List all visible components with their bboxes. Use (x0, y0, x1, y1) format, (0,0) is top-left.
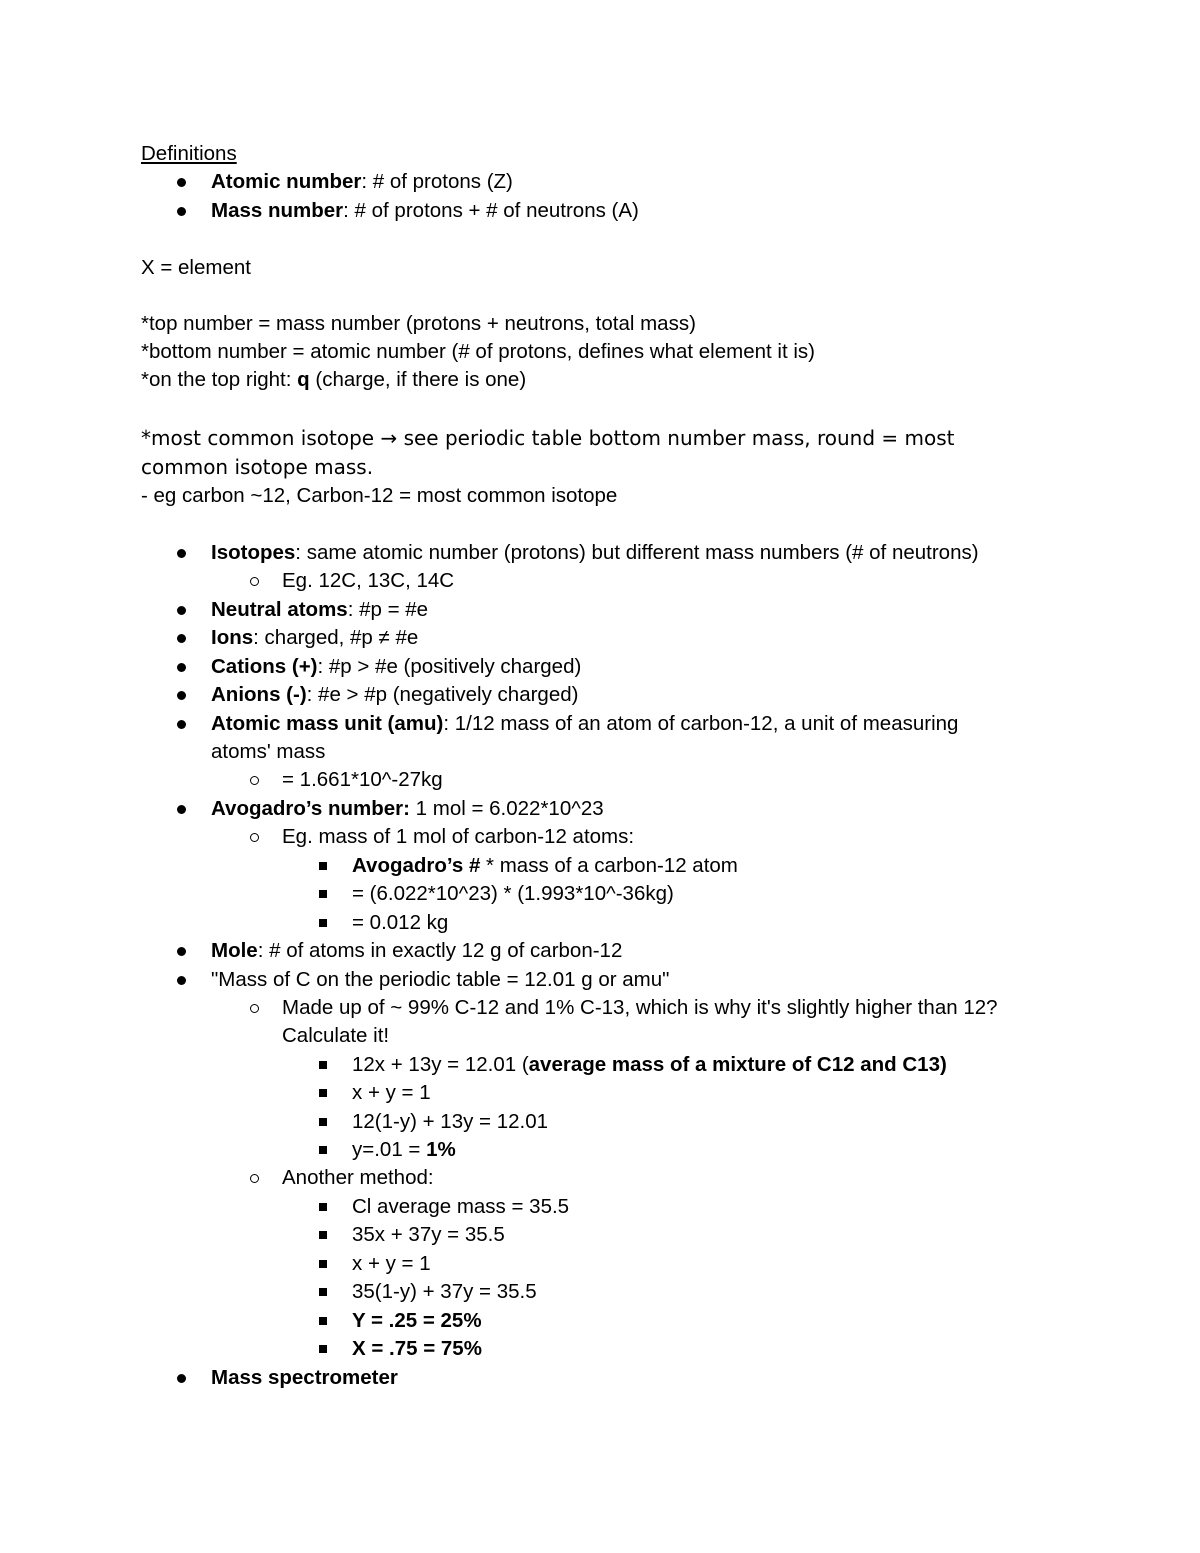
sub-bullet-icon (250, 1004, 259, 1013)
definition-text: : 1/12 mass of an atom of carbon-12, a unit of measuring (443, 712, 959, 735)
square-bullet-icon (319, 862, 327, 870)
bullet-icon (177, 947, 186, 956)
amu-item-continued: atoms' mass (211, 740, 326, 763)
definition-mass-number (211, 197, 639, 225)
ions-item (211, 624, 418, 652)
avogadro-calc-1 (352, 852, 738, 880)
bullet-icon (177, 976, 186, 985)
calc-cl-3: x + y = 1 (352, 1252, 431, 1275)
square-bullet-icon (319, 890, 327, 898)
bullet-icon (177, 606, 186, 615)
definition-text: : #p = #e (347, 598, 429, 621)
avogadro-calc-2: = (6.022*10^23) * (1.993*10^-36kg) (352, 882, 674, 905)
bullet-icon (177, 691, 186, 700)
definition-text: : charged, #p ≠ #e (253, 626, 419, 649)
isotope-note-line-1: *most common isotope → see periodic table bottom number mass, round = most (141, 426, 955, 450)
term: Anions (-) (211, 683, 307, 706)
definition-atomic-number (211, 168, 513, 196)
square-bullet-icon (319, 1146, 327, 1154)
made-up-line-1: Made up of ~ 99% C-12 and 1% C-13, which is why it's slightly higher than 12? (282, 996, 998, 1019)
definition-text: : #e > #p (negatively charged) (306, 683, 579, 706)
x-element-line: X = element (141, 256, 251, 279)
term: Cations (+) (211, 655, 318, 678)
calc-text: 12x + 13y = 12.01 ( (352, 1053, 529, 1076)
calc-c-4 (352, 1136, 456, 1164)
square-bullet-icon (319, 1260, 327, 1268)
isotope-note-line-2: common isotope mass. (141, 455, 374, 479)
note-bottom-number: *bottom number = atomic number (# of protons, defines what element it is) (141, 340, 815, 363)
bullet-icon (177, 805, 186, 814)
bullet-icon (177, 634, 186, 643)
note-text: (charge, if there is one) (309, 368, 527, 391)
isotopes-example: Eg. 12C, 13C, 14C (282, 569, 455, 592)
definition-text: : #p > #e (positively charged) (317, 655, 582, 678)
calc-bold: average mass of a mixture of C12 and C13) (528, 1053, 947, 1076)
term: Avogadro’s # (352, 854, 481, 877)
isotopes-item (211, 539, 979, 567)
calc-bold: 1% (426, 1138, 456, 1161)
bullet-icon (177, 207, 186, 216)
definition-text: : # of protons + # of neutrons (A) (343, 199, 639, 222)
note-top-number: *top number = mass number (protons + neutrons, total mass) (141, 312, 696, 335)
term: Mass number (211, 199, 344, 222)
definition-text: : # of atoms in exactly 12 g of carbon-12 (257, 939, 623, 962)
square-bullet-icon (319, 919, 327, 927)
calc-cl-2: 35x + 37y = 35.5 (352, 1223, 505, 1246)
another-method: Another method: (282, 1166, 434, 1189)
neutral-atoms-item (211, 596, 428, 624)
calc-text: * mass of a carbon-12 atom (480, 854, 738, 877)
note-top-right (141, 366, 526, 394)
anions-item (211, 681, 578, 709)
sub-bullet-icon (250, 1174, 259, 1183)
bullet-icon (177, 663, 186, 672)
square-bullet-icon (319, 1317, 327, 1325)
calc-cl-4: 35(1-y) + 37y = 35.5 (352, 1280, 537, 1303)
sub-bullet-icon (250, 577, 259, 586)
definitions-heading: Definitions (141, 142, 237, 165)
term: Atomic mass unit (amu) (211, 712, 444, 735)
mass-spectrometer-item: Mass spectrometer (211, 1366, 398, 1389)
term: Neutral atoms (211, 598, 348, 621)
square-bullet-icon (319, 1061, 327, 1069)
definition-text: : # of protons (Z) (361, 170, 513, 193)
square-bullet-icon (319, 1203, 327, 1211)
definition-text: : same atomic number (protons) but different mass numbers (# of neutrons) (295, 541, 979, 564)
square-bullet-icon (319, 1231, 327, 1239)
cations-item (211, 653, 581, 681)
calc-c-3: 12(1-y) + 13y = 12.01 (352, 1110, 549, 1133)
made-up-line-2: Calculate it! (282, 1024, 390, 1047)
mole-item (211, 937, 622, 965)
bullet-icon (177, 549, 186, 558)
avogadro-calc-3: = 0.012 kg (352, 911, 449, 934)
term: Atomic number (211, 170, 362, 193)
amu-item (211, 710, 958, 738)
avogadro-item (211, 795, 604, 823)
avogadro-example: Eg. mass of 1 mol of carbon-12 atoms: (282, 825, 635, 848)
bullet-icon (177, 1374, 186, 1383)
term: Isotopes (211, 541, 296, 564)
calc-c-2: x + y = 1 (352, 1081, 431, 1104)
calc-text: y=.01 = (352, 1138, 427, 1161)
example-line: - eg carbon ~12, Carbon-12 = most common isotope (141, 484, 618, 507)
calc-cl-5: Y = .25 = 25% (352, 1309, 482, 1332)
charge-symbol: q (297, 368, 310, 391)
amu-value: = 1.661*10^-27kg (282, 768, 443, 791)
definition-text: 1 mol = 6.022*10^23 (409, 797, 604, 820)
sub-bullet-icon (250, 776, 259, 785)
square-bullet-icon (319, 1345, 327, 1353)
square-bullet-icon (319, 1089, 327, 1097)
square-bullet-icon (319, 1118, 327, 1126)
sub-bullet-icon (250, 833, 259, 842)
calc-c-1 (352, 1051, 947, 1079)
note-text: *on the top right: (141, 368, 298, 391)
square-bullet-icon (319, 1288, 327, 1296)
calc-cl-6: X = .75 = 75% (352, 1337, 482, 1360)
term: Avogadro’s number: (211, 797, 410, 820)
mass-of-c-item: "Mass of C on the periodic table = 12.01 g or amu" (211, 968, 670, 991)
bullet-icon (177, 720, 186, 729)
bullet-icon (177, 178, 186, 187)
term: Ions (211, 626, 254, 649)
calc-cl-1: Cl average mass = 35.5 (352, 1195, 570, 1218)
term: Mole (211, 939, 258, 962)
